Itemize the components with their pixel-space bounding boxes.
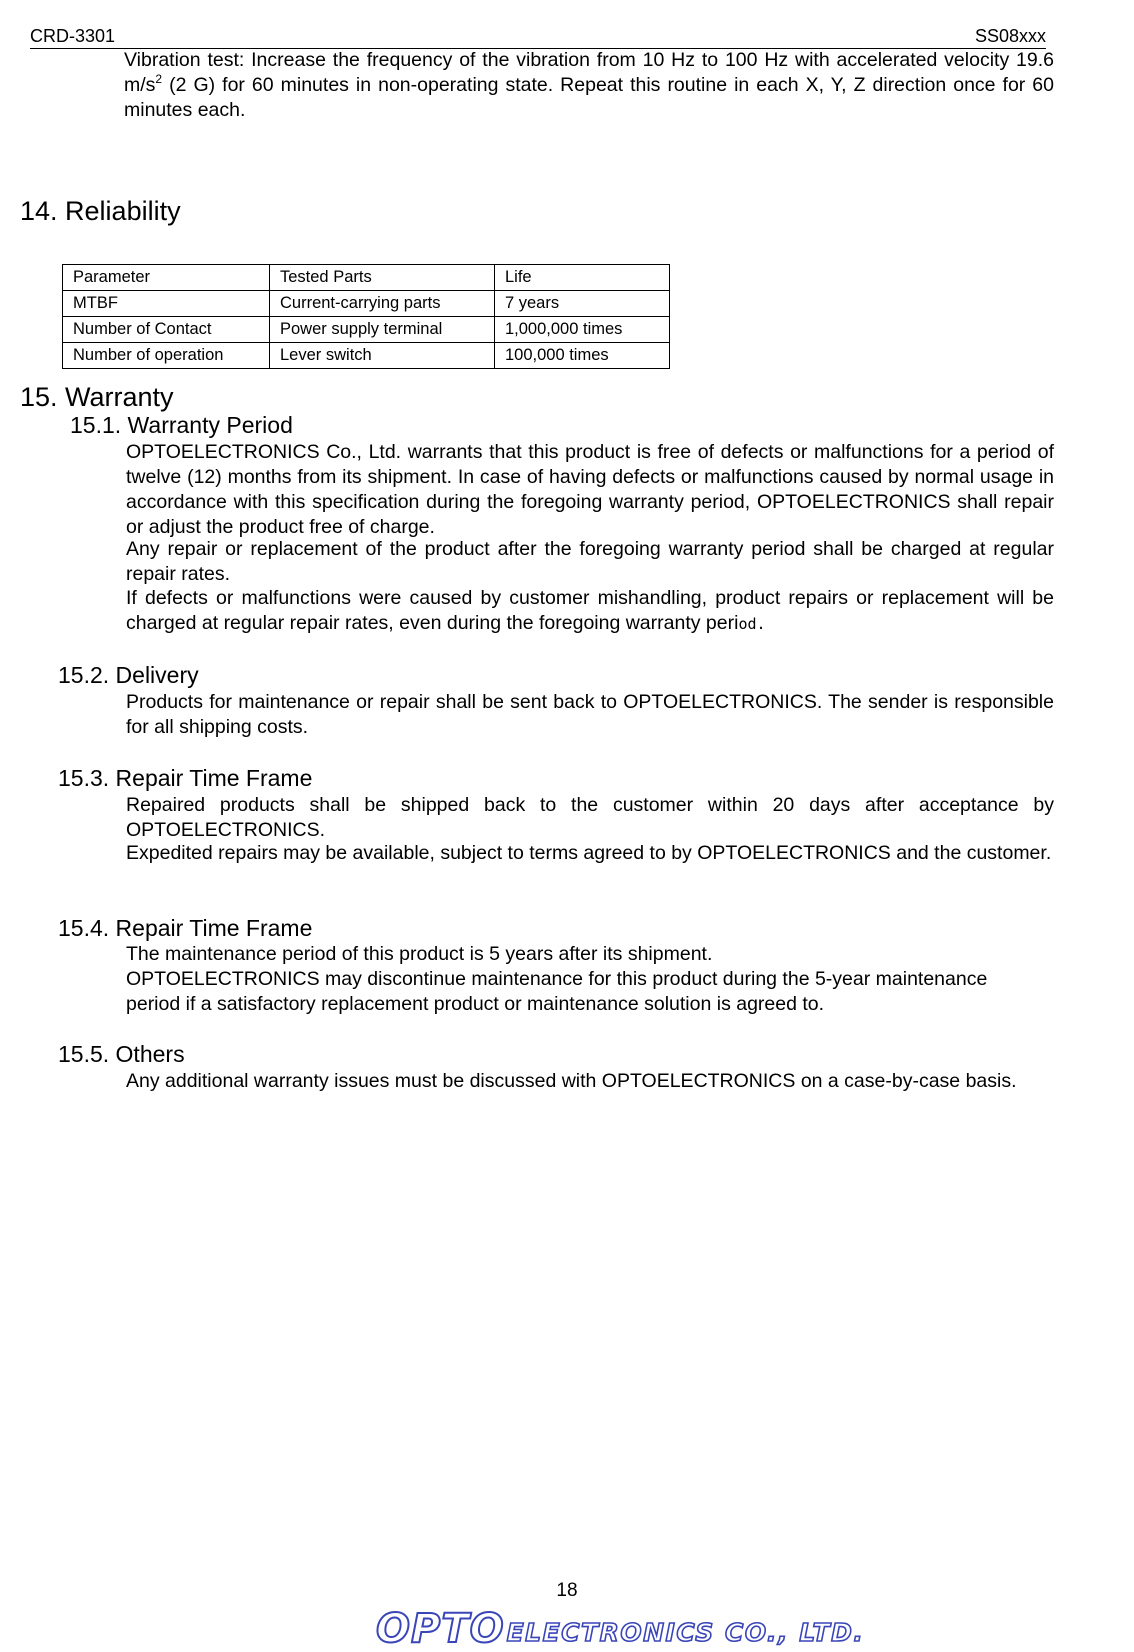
model-code: SS08xxx [974, 26, 1046, 46]
table-cell-life: 7 years [495, 291, 670, 317]
company-logo [376, 1606, 865, 1652]
warranty-period-paragraph-3-text: If defects or malfunctions were caused by customer mishandling, product repairs or replacement will be charged at regular repair rates, even during the foregoing warranty peri [126, 587, 1054, 634]
table-cell-parameter: Number of operation [63, 343, 270, 369]
vibration-text-part1: Vibration test: Increase the frequency of the vibration from 10 Hz to 100 Hz with accelerated velocity 19.6 m/s [124, 49, 1054, 96]
table-cell-life: 1,000,000 times [495, 317, 670, 343]
warranty-period-paragraph-1: OPTOELECTRONICS Co., Ltd. warrants that this product is free of defects or malfunctions for a period of twelve (12) months from its shipment. In case of having defects or malfunctions caused by normal usage in accordance with this specification during the foregoing warranty period, OPTOELECTRONICS shall repair or adjust the product free of charge. [126, 441, 1054, 538]
warranty-period-paragraph-3-tail: od. [738, 615, 766, 633]
table-cell-tested-parts: Power supply terminal [270, 317, 495, 343]
repair-time-frame-paragraph-2: Expedited repairs may be available, subject to terms agreed to by OPTOELECTRONICS and the customer. [126, 842, 1052, 864]
delivery-title: 15.2. Delivery [58, 662, 199, 688]
warranty-period-title: 15.1. Warranty Period [70, 412, 293, 438]
table-cell-tested-parts: Lever switch [270, 343, 495, 369]
vibration-test-paragraph [124, 48, 1054, 123]
warranty-period-paragraph-2: Any repair or replacement of the product after the foregoing warranty period shall be charged at regular repair rates. [126, 538, 1054, 585]
table-cell-tested-parts: Tested Parts [270, 265, 495, 291]
vibration-superscript: 2 [155, 72, 163, 86]
repair-time-frame-paragraph-1: Repaired products shall be shipped back to the customer within 20 days after acceptance by OPTOELECTRONICS. [126, 794, 1054, 841]
table-cell-parameter: Number of Contact [63, 317, 270, 343]
reliability-heading: 14. Reliability [20, 196, 181, 226]
table-row [63, 317, 670, 343]
table-row [63, 291, 670, 317]
delivery-paragraph: Products for maintenance or repair shall be sent back to OPTOELECTRONICS. The sender is responsible for all shipping costs. [126, 691, 1054, 738]
table-header-row [63, 265, 670, 291]
others-title: 15.5. Others [58, 1041, 185, 1067]
warranty-period-paragraph-3 [126, 586, 1054, 637]
table-cell-parameter: MTBF [63, 291, 270, 317]
maintenance-title: 15.4. Repair Time Frame [58, 915, 313, 941]
document-code: CRD-3301 [30, 26, 116, 46]
reliability-table [62, 264, 670, 369]
table-cell-life: 100,000 times [495, 343, 670, 369]
page-header [30, 26, 1046, 49]
table-cell-parameter: Parameter [63, 265, 270, 291]
logo-company-text: ELECTRONICS CO., LTD. [506, 1618, 865, 1647]
maintenance-paragraph-1: The maintenance period of this product is 5 years after its shipment. [126, 943, 713, 965]
table-cell-life: Life [495, 265, 670, 291]
others-paragraph: Any additional warranty issues must be discussed with OPTOELECTRONICS on a case-by-case basis. [126, 1070, 1017, 1092]
warranty-heading: 15. Warranty [20, 382, 174, 412]
table-cell-tested-parts: Current-carrying parts [270, 291, 495, 317]
page-number: 18 [556, 1580, 578, 1601]
logo-opto-text: OPTO [376, 1606, 505, 1652]
table-row [63, 343, 670, 369]
repair-time-frame-title: 15.3. Repair Time Frame [58, 765, 313, 791]
maintenance-paragraph-2: OPTOELECTRONICS may discontinue maintenance for this product during the 5-year maintenance period if a satisfactory replacement product or maintenance solution is agreed to. [126, 968, 988, 1015]
vibration-text-part2: (2 G) for 60 minutes in non-operating state. Repeat this routine in each X, Y, Z direction once for 60 minutes each. [124, 74, 1054, 121]
